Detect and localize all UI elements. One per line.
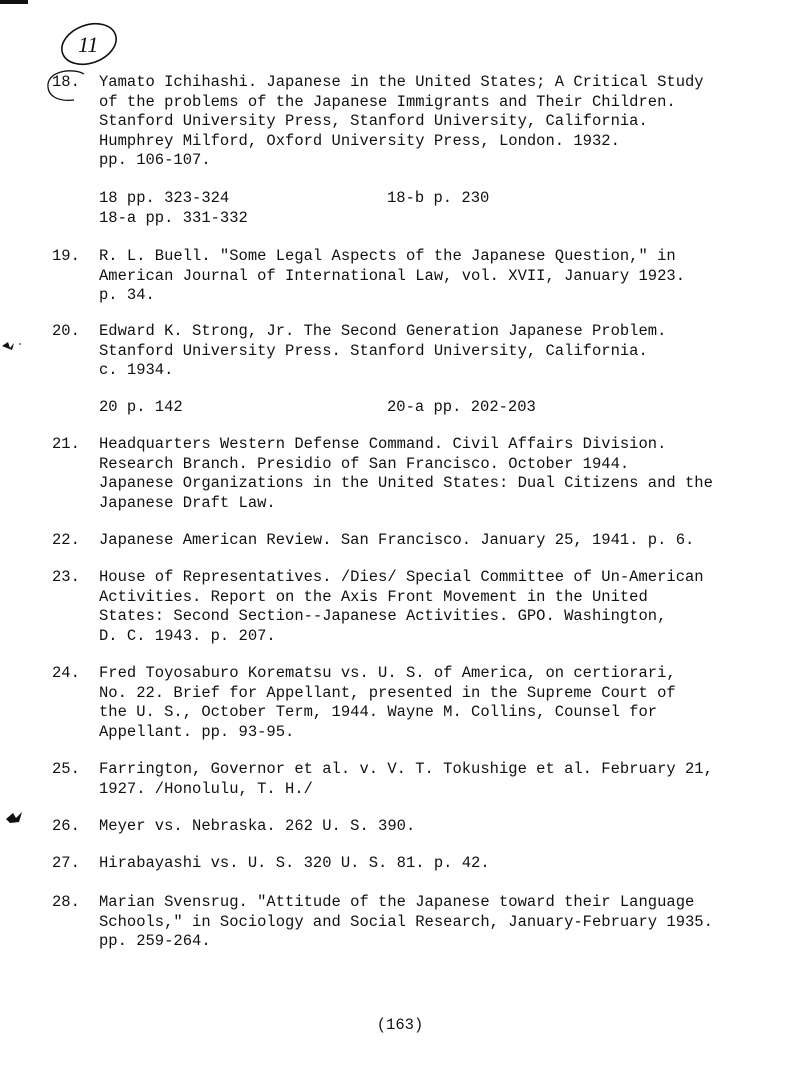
- entry-text: Japanese American Review. San Francisco. January 25, 1941. p. 6.: [99, 531, 695, 549]
- reference-entry: [52, 435, 772, 513]
- corner-mark: [0, 0, 28, 4]
- handwritten-circled-number: [58, 20, 120, 68]
- entry-number: 24.: [52, 664, 80, 682]
- stamp-text: 11: [78, 32, 99, 57]
- reference-entry: [52, 760, 772, 799]
- entry-text: Meyer vs. Nebraska. 262 U. S. 390.: [99, 817, 416, 835]
- subref-col1: 18-a pp. 331-332: [99, 208, 248, 227]
- reference-entry: [52, 817, 772, 837]
- subrefs-20: [99, 398, 699, 418]
- subref-row: [99, 189, 699, 209]
- subref-row: [99, 209, 699, 229]
- reference-entry: [52, 893, 772, 952]
- subref-col2: 18-b p. 230: [387, 189, 490, 207]
- reference-entry: [52, 854, 772, 874]
- ink-smudge: [0, 338, 28, 354]
- entry-number: 27.: [52, 854, 80, 872]
- reference-entry: [52, 531, 772, 551]
- reference-entry: [52, 322, 772, 381]
- reference-entry: [52, 247, 772, 306]
- entry-number: 19.: [52, 247, 80, 265]
- entry-text: House of Representatives. /Dies/ Special Committee of Un-American Activities. Report on the Axis Front Movement in the United States: Second Section--Japanese Activities. GPO. Washington, D. C. 1943. p. 207.: [99, 568, 704, 645]
- entry-text: R. L. Buell. "Some Legal Aspects of the Japanese Question," in American Journal of International Law, vol. XVII, January 1923. p. 34.: [99, 247, 685, 304]
- reference-entry: [52, 73, 772, 171]
- entry-number: 18.: [52, 73, 80, 91]
- entry-text: Yamato Ichihashi. Japanese in the United States; A Critical Study of the problems of the Japanese Immigrants and Their Children. Stanford University Press, Stanford University, California. Humphrey Milford, Oxford University Press, London. 1932. pp. 106-107.: [99, 73, 704, 169]
- subref-row: [99, 398, 699, 418]
- entry-number: 22.: [52, 531, 80, 549]
- subref-col2: 20-a pp. 202-203: [387, 398, 536, 416]
- entry-text: Headquarters Western Defense Command. Civil Affairs Division. Research Branch. Presidio of San Francisco. October 1944. Japanese Organizations in the United States: Dual Citizens and the Japanese Draft Law.: [99, 435, 713, 512]
- entry-text: Farrington, Governor et al. v. V. T. Tokushige et al. February 21, 1927. /Honolulu, T. H./: [99, 760, 713, 798]
- entry-number: 25.: [52, 760, 80, 778]
- subrefs-18: [99, 189, 699, 228]
- reference-entry: [52, 664, 772, 742]
- entry-text: Fred Toyosaburo Korematsu vs. U. S. of America, on certiorari, No. 22. Brief for Appellant, presented in the Supreme Court of the U. S., October Term, 1944. Wayne M. Collins, Counsel for Appellant. pp. 93-95.: [99, 664, 676, 741]
- reference-entry: [52, 568, 772, 646]
- subref-col1: 20 p. 142: [99, 398, 183, 416]
- entry-number: 21.: [52, 435, 80, 453]
- entry-number: 23.: [52, 568, 80, 586]
- entry-number: 20.: [52, 322, 80, 340]
- entry-text: Marian Svensrug. "Attitude of the Japanese toward their Language Schools," in Sociology and Social Research, January-February 1935. pp. 259-264.: [99, 893, 713, 950]
- entry-text: Hirabayashi vs. U. S. 320 U. S. 81. p. 42.: [99, 854, 490, 872]
- entry-text: Edward K. Strong, Jr. The Second Generation Japanese Problem. Stanford University Press. Stanford University, California. c. 1934.: [99, 322, 667, 379]
- subref-col1: 18 pp. 323-324: [99, 189, 230, 207]
- page-number: (163): [376, 1016, 424, 1034]
- entry-number: 26.: [52, 817, 80, 835]
- entry-number: 28.: [52, 893, 80, 911]
- ink-smudge: [4, 810, 28, 826]
